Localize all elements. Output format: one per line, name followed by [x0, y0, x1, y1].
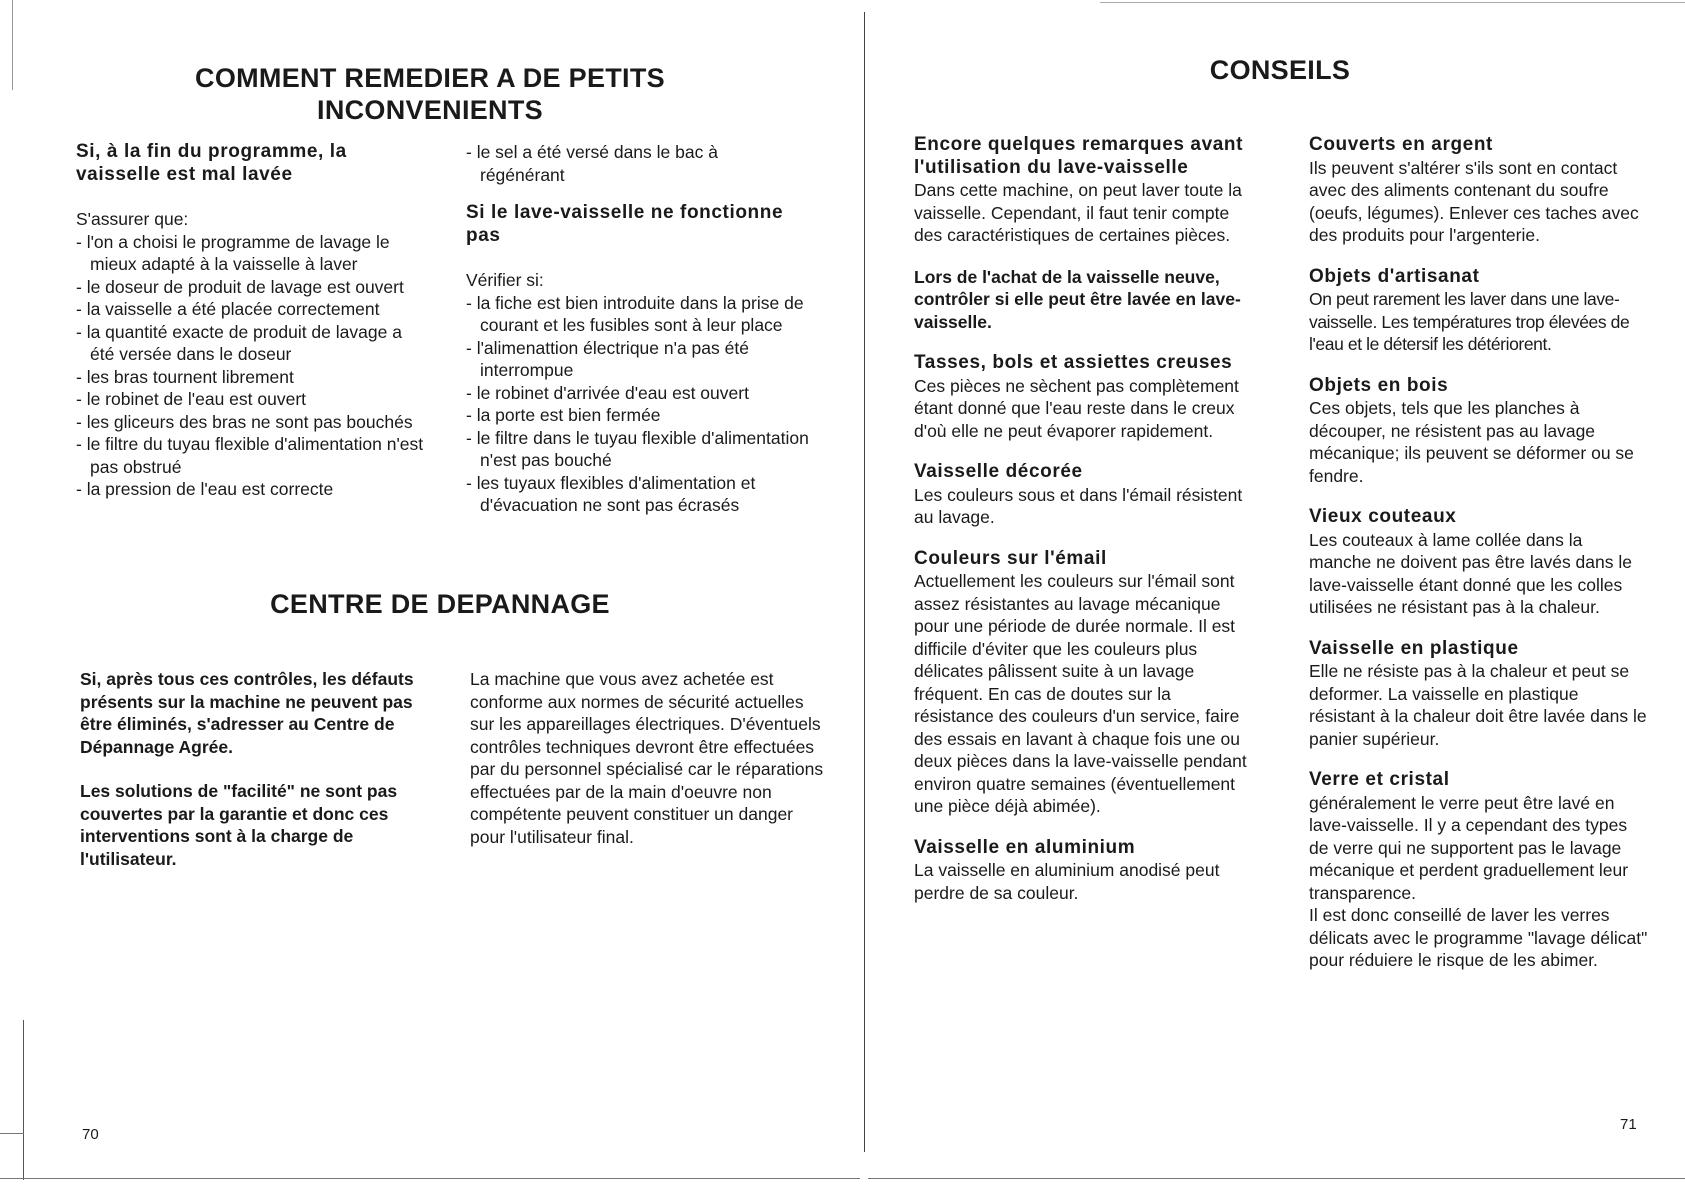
advice-text: Ils peuvent s'altérer s'ils sont en contact avec des aliments contenant du soufre (oeufs, légumes). Enlever ces taches avec des produits pour l'argenterie. — [1309, 157, 1639, 245]
continued-item: - le sel a été versé dans le bac à — [466, 142, 718, 162]
advice-block — [914, 134, 1249, 247]
left-edge-line — [23, 1020, 24, 1180]
list-item: - le filtre du tuyau flexible d'alimentation n'est pas obstrué — [76, 434, 424, 477]
advice-text-cont: Il est donc conseillé de laver les verres délicats avec le programme "lavage délicat" pour réduiere le risque de les abimer. — [1309, 905, 1648, 970]
advice-text: Ces pièces ne sèchent pas complètement étant donné que l'eau reste dans le creux d'où elle ne peut évaporer rapidement. — [914, 375, 1239, 441]
page-title-left — [90, 62, 770, 126]
left-edge-tick — [0, 1133, 24, 1134]
advice-text: Les couteaux à lame collée dans la manche ne doivent pas être lavés dans le lave-vaisselle étant donné que les colles utilisées ne résistant pas à la chaleur. — [1309, 529, 1632, 617]
section-heading: Si le lave-vaisselle ne fonctionne pas — [466, 202, 784, 246]
advice-text: Dans cette machine, on peut laver toute la vaisselle. Cependant, il faut tenir compte des caractéristiques de certaines pièces. — [914, 180, 1242, 245]
advice-text: Les couleurs sous et dans l'émail résistent au lavage. — [914, 484, 1243, 527]
list-item: - l'alimenattion électrique n'a pas été interrompue — [466, 337, 749, 380]
centre-title: CENTRE DE DEPANNAGE — [270, 589, 610, 619]
list-item: - la quantité exacte de produit de lavage a été versée dans le doseur — [76, 321, 402, 364]
advice-text: Elle ne résiste pas à la chaleur et peut se deformer. La vaisselle en plastique résistant à la chaleur doit être lavée dans le panier supérieur. — [1309, 661, 1647, 749]
centre-paragraph-2: Les solutions de "facilité" ne sont pas couvertes par la garantie et donc ces interventions sont à la charge de l'utilisateur. — [80, 781, 398, 869]
advice-text: Ces objets, tels que les planches à découper, ne résistent pas au lavage mécanique; ils peuvent se déformer ou se fendre. — [1309, 398, 1634, 486]
advice-text: La vaisselle en aluminium anodisé peut perdre de sa couleur. — [914, 860, 1220, 903]
bottom-border-left — [0, 1178, 860, 1179]
bottom-border-right — [868, 1178, 1685, 1179]
left-col1 — [76, 141, 431, 501]
section-intro: S'assurer que: — [76, 209, 189, 229]
left-col2 — [466, 141, 816, 517]
section-intro: Vérifier si: — [466, 270, 544, 290]
list-item: - les gliceurs des bras ne sont pas bouchés — [76, 411, 413, 432]
page-fold-line — [864, 12, 865, 1152]
advice-heading: Couverts en argent — [1309, 134, 1493, 155]
advice-heading: Vaisselle en aluminium — [914, 836, 1136, 858]
advice-block — [1309, 266, 1649, 356]
advice-block — [1309, 375, 1649, 488]
centre-paragraph-1: Si, après tous ces contrôles, les défauts présents sur la machine ne peuvent pas être éliminés, s'adresser au Centre de Dépannage Agrée. — [80, 669, 414, 757]
advice-text-bold: Lors de l'achat de la vaisselle neuve, contrôler si elle peut être lavée en lave-vaisselle. — [914, 266, 1241, 332]
advice-text: généralement le verre peut être lavé en lave-vaisselle. Il y a cependant des types de verre qui ne supportent pas le lavage mécanique et perdent graduellement leur transparence. — [1309, 792, 1629, 903]
list-item: - le robinet d'arrivée d'eau est ouvert — [466, 382, 749, 403]
right-col1 — [914, 134, 1249, 923]
advice-block — [914, 548, 1249, 818]
list-item: - la porte est bien fermée — [466, 405, 661, 425]
section-heading: Si, à la fin du programme, la vaisselle est mal lavée — [76, 141, 347, 185]
page-number-left: 70 — [82, 1126, 99, 1143]
page-title-right: CONSEILS — [1209, 55, 1351, 85]
title-line-1: COMMENT REMEDIER A DE PETITS — [195, 63, 665, 93]
list-item: - les bras tournent librement — [76, 366, 294, 387]
list-item: - la fiche est bien introduite dans la prise de courant et les fusibles sont à leur place — [466, 292, 804, 335]
continued-item-cont: régénérant — [480, 164, 565, 185]
advice-block — [914, 461, 1249, 529]
page-number-right: 71 — [1620, 1116, 1637, 1133]
advice-text: Actuellement les couleurs sur l'émail sont assez résistantes au lavage mécanique pour une période de durée normale. Il est difficile d'éviter que les couleurs plus délicates pâlissent suite à un lavage fréquent. En cas de doutes sur la résistance des couleurs d'un service, faire des essais en lavant à chaque fois une ou deux pièces dans la lave-vaisselle pendant environ quatre semaines (éventuellement une pièce déjà abimée). — [914, 571, 1247, 816]
advice-heading: Vaisselle décorée — [914, 461, 1083, 482]
advice-heading: Encore quelques remarques avant l'utilisation du lave-vaisselle — [914, 134, 1244, 178]
list-item: - l'on a choisi le programme de lavage le mieux adapté à la vaisselle à laver — [76, 231, 390, 274]
centre-bold-col — [80, 668, 435, 870]
list-item: - le robinet de l'eau est ouvert — [76, 389, 307, 409]
advice-block — [1309, 769, 1649, 972]
advice-block — [914, 352, 1249, 442]
right-col2 — [1309, 134, 1649, 991]
advice-block — [1309, 638, 1649, 751]
advice-heading: Objets en bois — [1309, 374, 1449, 396]
advice-heading: Vieux couteaux — [1309, 506, 1457, 527]
list-item: - le doseur de produit de lavage est ouvert — [76, 276, 404, 297]
advice-block — [1309, 506, 1649, 619]
list-item: - les tuyaux flexibles d'alimentation et d'évacuation ne sont pas écrasés — [466, 472, 756, 515]
list-item: - la pression de l'eau est correcte — [76, 479, 334, 499]
list-item: - le filtre dans le tuyau flexible d'alimentation n'est pas bouché — [466, 427, 809, 470]
checklist — [466, 292, 816, 517]
advice-heading: Verre et cristal — [1309, 769, 1450, 790]
advice-heading: Tasses, bols et assiettes creuses — [914, 352, 1233, 373]
advice-block — [914, 266, 1249, 334]
advice-block — [914, 837, 1249, 905]
title-line-2: INCONVENIENTS — [317, 95, 543, 125]
list-item: - la vaisselle a été placée correctement — [76, 299, 380, 319]
advice-heading: Couleurs sur l'émail — [914, 547, 1107, 569]
top-border-right — [1100, 2, 1685, 3]
advice-heading: Objets d'artisanat — [1309, 265, 1480, 287]
advice-block — [1309, 134, 1649, 247]
advice-text: On peut rarement les laver dans une lave-vaisselle. Les températures trop élevées de l'eau et le détersif les détériorent. — [1309, 289, 1630, 354]
centre-text-col: La machine que vous avez achetée est conforme aux normes de sécurité actuelles sur les appareillages électriques. D'éventuels contrôles techniques devront être effectuées par du personnel spécialisé car le réparations effectuées par de la main d'oeuvre non compétente peuvent constituer un danger pour l'utilisateur final. — [470, 669, 824, 847]
advice-heading: Vaisselle en plastique — [1309, 637, 1519, 659]
left-edge-mark — [12, 0, 13, 90]
checklist — [76, 231, 431, 501]
